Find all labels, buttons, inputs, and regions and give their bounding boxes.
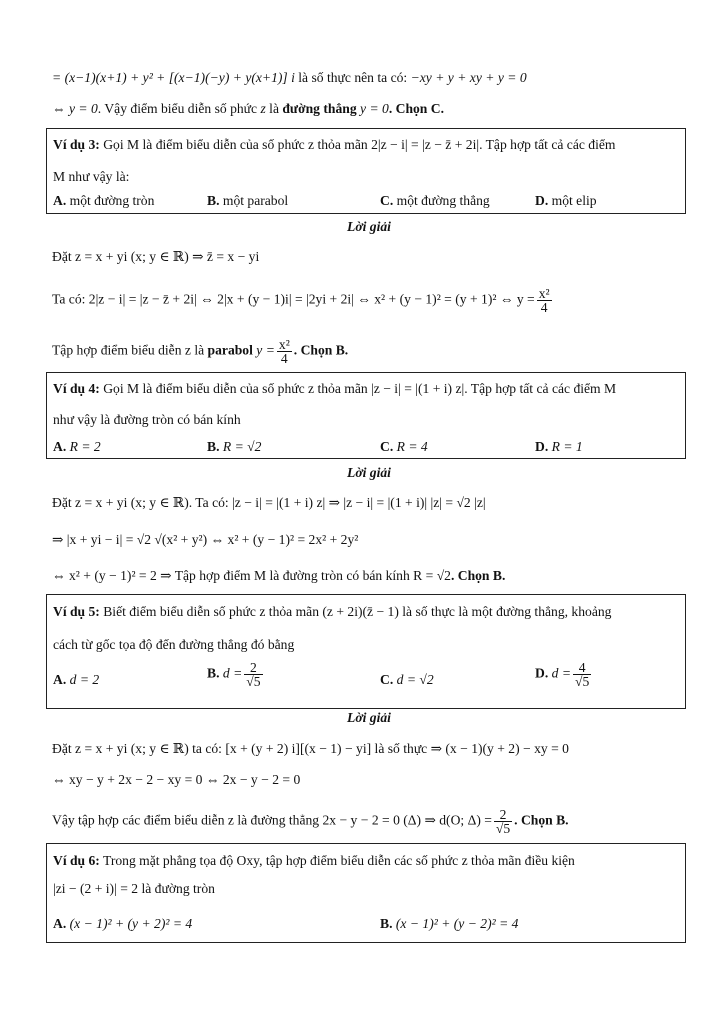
line-1 [52,69,527,87]
option-value: một đường tròn [66,193,155,208]
example-label: Ví dụ 3: [53,137,100,152]
option-key: C. [380,672,394,687]
option-key: B. [207,193,220,208]
numerator: x² [538,286,550,301]
option-key: A. [53,916,67,931]
option-c [380,672,434,688]
denominator: √5 [246,674,261,689]
option-b [207,193,288,209]
option-d [535,193,597,209]
fraction [537,287,552,314]
solution-line: ⇒ |x + yi − i| = √2 √(x² + y²) ⇔ x² + (y − 1)² = 2x² + 2y² [52,532,359,547]
solution-line: Đặt z = x + yi (x; y ∈ ℝ) ⇒ z̄ = x − yi [52,249,260,264]
example-label: Ví dụ 5: [53,604,100,619]
option-value: R = 2 [66,439,101,454]
option-value: R = 1 [548,439,583,454]
math-text: Ta có: 2|z − i| = |z − z̄ + 2i| ⇔ 2|x + (y − 1)i| = |2yi + 2i| ⇔ x² + (y − 1)² = (y + 1)² ⇔ y = [52,291,535,307]
solution-line [52,287,554,314]
option-value: (x − 1)² + (y + 2)² = 4 [66,916,193,931]
denominator: √5 [575,674,590,689]
option-a [53,193,154,209]
question-text: Gọi M là điểm biểu diễn của số phức z thỏa mãn |z − i| = |(1 + i) z|. Tập hợp tất cả các điểm M [99,381,617,396]
answer-choice: . Chọn B. [293,342,349,358]
option-d [535,439,583,455]
line-2 [52,100,444,118]
question-text: Gọi M là điểm biểu diễn của số phức z thỏa mãn 2|z − i| = |z − z̄ + 2i|. Tập hợp tất cả các điểm [99,137,616,152]
math-equation: −xy + y + xy + y = 0 [410,70,527,85]
option-a [53,916,192,932]
option-key: D. [535,439,549,454]
solution-title: Lời giải [347,219,391,234]
fraction [573,661,591,688]
example-label: Ví dụ 4: [53,381,100,396]
option-key: C. [380,193,394,208]
numerator: x² [278,337,290,352]
fraction [277,338,292,365]
numerator: 2 [494,808,512,822]
option-value: d = [548,665,571,681]
example-6-question [53,852,575,870]
example-6-box [46,843,686,943]
answer-choice: . Chọn C. [388,101,444,116]
option-a [53,439,101,455]
option-key: B. [207,665,220,681]
math-var: z [260,101,266,116]
option-key: D. [535,665,549,681]
math-text: y = [252,342,275,358]
solution-line: Đặt z = x + yi (x; y ∈ ℝ) ta có: [x + (y + 2) i][(x − 1) − yi] là số thực ⇒ (x − 1)(y + 2) − xy = 0 [52,741,569,756]
option-key: A. [53,193,67,208]
denominator: 4 [280,351,288,366]
math-text: Vậy tập hợp các điểm biểu diễn z là đường thẳng 2x − y − 2 = 0 (Δ) ⇒ d(O; Δ) = [52,812,492,828]
fraction [244,661,262,688]
option-key: A. [53,672,67,687]
option-b [207,661,265,688]
option-value: (x − 1)² + (y − 2)² = 4 [392,916,519,931]
denominator: √5 [495,821,511,836]
numerator: 4 [573,661,591,675]
option-key: D. [535,193,549,208]
text: là [265,101,283,116]
answer-choice: . Chọn B. [450,568,506,583]
denominator: 4 [540,300,548,315]
math-text: ⇔ x² + (y − 1)² = 2 ⇒ Tập hợp điểm M là đường tròn có bán kính R = √2 [52,568,451,583]
option-key: B. [380,916,393,931]
fraction [494,808,512,835]
question-text-cont: như vậy là đường tròn có bán kính [53,412,241,427]
option-a [53,672,99,688]
math-expression: ⇔ y = 0 [52,101,98,116]
text: là số thực nên ta có: [294,70,411,85]
option-d [535,661,593,688]
text: Tập hợp điểm biểu diễn z là [52,342,208,358]
option-key: B. [207,439,220,454]
bold-text: đường thẳng [282,101,357,116]
example-4-box [46,372,686,459]
option-value: một parabol [219,193,289,208]
option-b [207,439,261,455]
option-value: d = √2 [393,672,434,687]
question-text-cont: cách từ gốc tọa độ đến đường thẳng đó bằng [53,637,295,652]
option-b [380,916,518,932]
example-4-question [53,380,616,398]
option-value: một đường thẳng [393,193,490,208]
solution-line: ⇔ xy − y + 2x − 2 − xy = 0 ⇔ 2x − y − 2 = 0 [52,772,301,787]
numerator: 2 [244,661,262,675]
option-c [380,193,490,209]
option-value: d = 2 [66,672,100,687]
math-expression: = (x−1)(x+1) + y² + [(x−1)(−y) + y(x+1)] i [52,70,295,85]
example-3-box [46,128,686,214]
answer-choice: . Chọn B. [514,812,569,828]
option-c [380,439,428,455]
example-5-question [53,603,611,621]
solution-line [52,567,505,585]
option-key: C. [380,439,394,454]
question-text: Biết điểm biểu diễn số phức z thỏa mãn (z + 2i)(z̄ − 1) là số thực là một đường thẳng, khoảng [99,604,612,619]
option-value: R = 4 [393,439,428,454]
solution-line: Đặt z = x + yi (x; y ∈ ℝ). Ta có: |z − i| = |(1 + i) z| ⇒ |z − i| = |(1 + i)| |z| = √2 |z| [52,495,486,510]
option-value: R = √2 [219,439,262,454]
solution-line [52,808,569,835]
option-key: A. [53,439,67,454]
option-value: d = [219,665,243,681]
bold-text: parabol [207,342,253,358]
example-5-box [46,594,686,709]
math-equation: y = 0 [356,101,389,116]
solution-title: Lời giải [347,710,391,725]
question-text-cont: |zi − (2 + i)| = 2 là đường tròn [53,881,215,896]
question-text: Trong mặt phẳng tọa độ Oxy, tập hợp điểm biểu diễn các số phức z thỏa mãn điều kiện [99,853,575,868]
text: . Vậy điểm biểu diễn số phức [97,101,261,116]
solution-title: Lời giải [347,465,391,480]
question-text-cont: M như vậy là: [53,169,130,184]
example-3-question [53,136,615,154]
option-value: một elip [548,193,597,208]
solution-line [52,338,348,365]
example-label: Ví dụ 6: [53,853,100,868]
